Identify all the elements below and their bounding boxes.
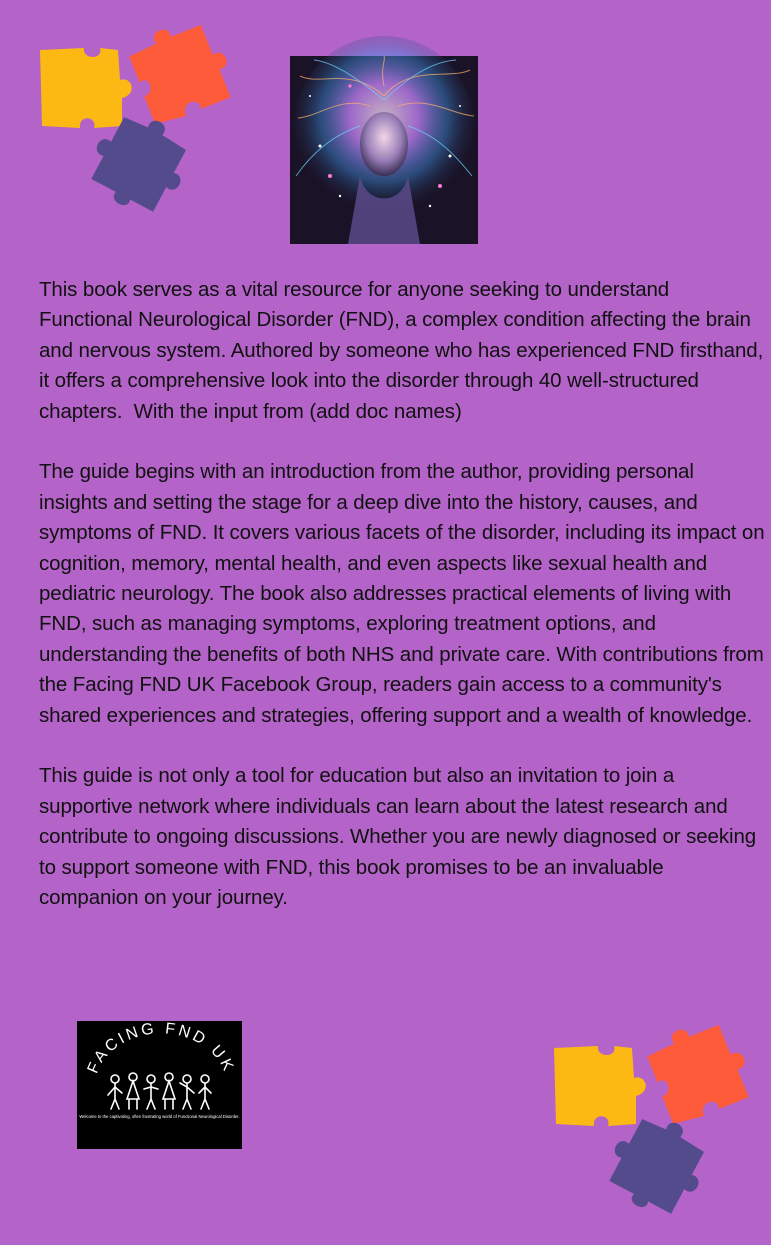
paragraph-contents: The guide begins with an introduction from the author, providing personal insights and setting the stage for a deep dive into the history, causes, and symptoms of FND. It covers various facets of the disorder, including its impact on cognition, memory, mental health, and even aspects like sexual health and pediatric neurology. The book also addresses practical elements of living with FND, such as managing symptoms, exploring treatment options, and understanding the benefits of both NHS and private care. With contributions from the Facing FND UK Facebook Group, readers gain access to a community's shared experiences and strategies, offering support and a wealth of knowledge. bbox=[39, 460, 771, 727]
facing-fnd-uk-logo bbox=[77, 1021, 242, 1149]
paragraph-intro: This book serves as a vital resource for anyone seeking to understand Functional Neurological Disorder (FND), a complex condition affecting the brain and nervous system. Authored by someone who has experienced FND firsthand, it offers a comprehensive look into the disorder through 40 well-structured chapters. With the input from (add doc names) bbox=[39, 278, 769, 423]
paragraph-closing: This guide is not only a tool for education but also an invitation to join a supportive network where individuals can learn about the latest research and contribute to ongoing discussions. Whether you are newly diagnosed or seeking to support someone with FND, this book promises to be an invaluable companion on your journey. bbox=[39, 764, 762, 910]
brain-face-illustration bbox=[290, 56, 478, 244]
puzzle-pieces-top bbox=[30, 18, 250, 228]
logo-name: FACING FND UK bbox=[84, 1021, 238, 1076]
book-description bbox=[39, 275, 771, 944]
puzzle-pieces-bottom bbox=[548, 1016, 768, 1226]
logo-tagline: Welcome to the captivating, often frustrating world of Functional Neurological Disorder. bbox=[79, 1114, 240, 1119]
